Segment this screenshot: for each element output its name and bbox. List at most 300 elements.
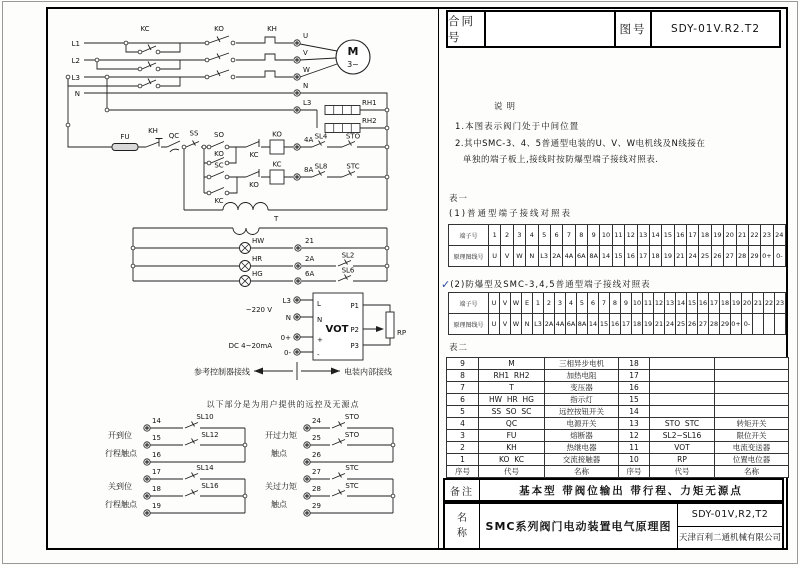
table-cell: M xyxy=(479,358,545,370)
label-close-position: 关到位 xyxy=(108,482,132,491)
label-sto-open2: STO xyxy=(344,431,360,439)
label-rp: RP xyxy=(397,329,407,337)
table-cell: 26 xyxy=(711,246,723,267)
table-cell: 16 xyxy=(674,225,686,246)
table-cell: 27 xyxy=(698,314,709,335)
table-cell xyxy=(715,370,789,382)
table-cell: 24 xyxy=(773,225,785,246)
label-stc-ctrl: STC xyxy=(346,162,360,171)
table-cell: 原理图线号 xyxy=(449,314,489,335)
table-cell: 名称 xyxy=(715,466,789,478)
table-cell: 转矩开关 xyxy=(715,418,789,430)
terminal-row xyxy=(449,225,786,246)
label-vot: VOT xyxy=(325,324,349,335)
label-4a: 4A xyxy=(304,136,314,144)
table-cell: T xyxy=(479,382,545,394)
label-hg: HG xyxy=(252,270,263,278)
table-cell: 11 xyxy=(619,442,650,454)
table-cell: 6A xyxy=(575,246,587,267)
table-cell: 16 xyxy=(625,246,637,267)
table-cell: 6 xyxy=(550,225,562,246)
table-cell: 12 xyxy=(625,225,637,246)
table-cell: 28 xyxy=(736,246,748,267)
table-cell: 7 xyxy=(563,225,575,246)
label-stc-close2: STC xyxy=(345,482,359,490)
coil-kc xyxy=(270,170,284,184)
label-t26: 26 xyxy=(312,451,321,459)
note-line-2: 2.其中SMC-3、4、5普通型电装的U、V、W电机线及N线接在 xyxy=(455,139,706,149)
table2-subtitle-line xyxy=(441,278,651,291)
label-travel-contact-2: 行程触点 xyxy=(105,500,137,509)
label-motor: M xyxy=(347,45,359,58)
table-cell: 熔断器 xyxy=(545,430,619,442)
table-cell: 7 xyxy=(447,382,479,394)
contract-no-label xyxy=(446,10,486,48)
table-cell: L3 xyxy=(533,314,544,335)
table-cell: 电流变送器 xyxy=(715,442,789,454)
table-cell: 2 xyxy=(544,293,555,314)
table-cell: 1 xyxy=(533,293,544,314)
table-cell: 11 xyxy=(643,293,654,314)
table-cell: 28 xyxy=(709,314,720,335)
label-open-position: 开到位 xyxy=(108,431,132,440)
lamp-hr xyxy=(240,261,251,272)
component-row xyxy=(447,394,789,406)
table-cell: 9 xyxy=(621,293,632,314)
table-cell xyxy=(775,314,786,335)
table-cell xyxy=(715,406,789,418)
table-cell: 22 xyxy=(748,225,760,246)
lamp-hw xyxy=(240,243,251,254)
table-cell: 17 xyxy=(619,370,650,382)
table-cell: 限位开关 xyxy=(715,430,789,442)
table-cell: 电源开关 xyxy=(545,418,619,430)
label-sl12: SL12 xyxy=(201,431,219,439)
table-cell: 8 xyxy=(575,225,587,246)
label-sto-ctrl: STO xyxy=(345,132,361,141)
table-cell: 25 xyxy=(699,246,711,267)
table-cell: U xyxy=(489,314,500,335)
label-u: U xyxy=(303,32,309,40)
component-row xyxy=(447,382,789,394)
table-cell: 5 xyxy=(447,406,479,418)
name-block xyxy=(443,502,784,550)
label-motor-phase: 3~ xyxy=(347,60,359,69)
label-ss: SS xyxy=(189,129,199,138)
table-cell: 21 xyxy=(736,225,748,246)
label-travel-contact-1: 行程触点 xyxy=(105,449,137,458)
table-cell: 19 xyxy=(711,225,723,246)
label-controller-side: 参考控制器接线 xyxy=(194,367,250,377)
component-row xyxy=(447,406,789,418)
rp-potentiometer xyxy=(386,312,394,338)
heater-rh2 xyxy=(325,124,360,133)
table-cell: 0+ xyxy=(761,246,773,267)
table-cell: 名称 xyxy=(545,466,619,478)
contract-no-value xyxy=(484,10,616,48)
table-cell: 21 xyxy=(674,246,686,267)
label-hr: HR xyxy=(252,255,263,263)
table-cell: 14 xyxy=(588,314,599,335)
table-cell: 10 xyxy=(632,293,643,314)
table-cell: 8 xyxy=(447,370,479,382)
table-cell: 16 xyxy=(619,382,650,394)
label-ko-contactor: KO xyxy=(214,25,224,33)
table1-caption: 表一 xyxy=(449,194,469,204)
table-cell: 6A xyxy=(566,314,577,335)
label-so: SO xyxy=(214,131,224,139)
label-n: N xyxy=(74,90,80,98)
table-cell: U xyxy=(489,293,500,314)
label-sl4: SL4 xyxy=(314,132,328,141)
label-t24: 24 xyxy=(312,417,321,425)
table-cell: 19 xyxy=(662,246,674,267)
table-cell: 18 xyxy=(632,314,643,335)
label-kc-aux: KC xyxy=(214,197,224,205)
table-cell: W xyxy=(511,314,522,335)
fuse-fu xyxy=(112,144,138,151)
table-cell: SS SO SC xyxy=(479,406,545,418)
label-vot-minus: - xyxy=(317,351,320,359)
label-contact-1: 触点 xyxy=(271,449,287,458)
table-cell: 17 xyxy=(637,246,649,267)
table-cell: 11 xyxy=(612,225,624,246)
wiper-arrow xyxy=(376,326,384,332)
table-cell: 18 xyxy=(720,293,731,314)
table-cell: 三相异步电机 xyxy=(545,358,619,370)
drawing-no-label xyxy=(614,10,652,48)
table-cell: 2A xyxy=(550,246,562,267)
label-n-terminal: N xyxy=(303,82,309,90)
label-t28: 28 xyxy=(312,485,321,493)
table-cell: 18 xyxy=(699,225,711,246)
table-cell: V xyxy=(501,246,513,267)
table-cell: 23 xyxy=(775,293,786,314)
label-contact-2: 触点 xyxy=(271,500,287,509)
table-cell: 6 xyxy=(447,394,479,406)
table-cell xyxy=(764,314,775,335)
table-cell: 加热电阻 xyxy=(545,370,619,382)
label-vot-plus: + xyxy=(317,336,323,344)
label-p3: P3 xyxy=(350,342,359,350)
table-cell: W xyxy=(511,293,522,314)
table-cell xyxy=(753,314,764,335)
notes-heading: 说明 xyxy=(494,102,520,112)
remark-label: 备注 xyxy=(445,480,480,500)
boundary-annotation xyxy=(254,362,340,380)
table-cell: 14 xyxy=(600,246,612,267)
table3-caption: 表二 xyxy=(449,343,469,353)
label-kc-contactor: KC xyxy=(140,25,150,33)
label-kh-contact: KH xyxy=(148,127,158,135)
label-vot-n: N xyxy=(317,316,323,324)
table-cell: U xyxy=(489,246,501,267)
label-l2: L2 xyxy=(71,57,80,65)
label-n-vot: N xyxy=(285,314,291,322)
table-cell xyxy=(650,382,715,394)
label-sto-open: STO xyxy=(344,413,360,421)
drawing-no-text: 图号 xyxy=(619,22,647,36)
table-cell: 9 xyxy=(447,358,479,370)
table-cell: KH xyxy=(479,442,545,454)
table-cell: 20 xyxy=(742,293,753,314)
component-list-table xyxy=(446,357,789,478)
terminal-row xyxy=(449,293,786,314)
table-cell: 13 xyxy=(619,418,650,430)
table-cell: 14 xyxy=(649,225,661,246)
table-cell: 3 xyxy=(513,225,525,246)
table-cell: E xyxy=(522,293,533,314)
label-sl2: SL2 xyxy=(341,251,355,260)
table-cell: 5 xyxy=(577,293,588,314)
table-cell: 29 xyxy=(748,246,760,267)
label-l3-vot: L3 xyxy=(282,297,291,305)
table-cell: 4A xyxy=(563,246,575,267)
table-cell: RH1 RH2 xyxy=(479,370,545,382)
label-sl8: SL8 xyxy=(314,162,328,171)
table-cell: 17 xyxy=(621,314,632,335)
table-cell: RP xyxy=(650,454,715,466)
table-cell: 序号 xyxy=(619,466,650,478)
table-cell: 15 xyxy=(619,394,650,406)
table-cell: 原理图线号 xyxy=(449,246,489,267)
label-sl16: SL16 xyxy=(201,482,219,490)
label-8a: 8A xyxy=(304,166,314,174)
table-cell: 21 xyxy=(654,314,665,335)
table-cell: N xyxy=(522,314,533,335)
component-header-row xyxy=(447,466,789,478)
label-p1: P1 xyxy=(350,302,359,310)
label-kc-coil: KC xyxy=(272,160,282,169)
title-bar xyxy=(446,10,781,48)
table-cell: VOT xyxy=(650,442,715,454)
company-name: 天津百利二通机械有限公司 xyxy=(678,533,781,544)
table-cell: 22 xyxy=(764,293,775,314)
table-cell: 1 xyxy=(447,454,479,466)
component-row xyxy=(447,418,789,430)
table-cell xyxy=(650,370,715,382)
remark-block xyxy=(443,478,784,502)
table-cell: 17 xyxy=(687,225,699,246)
coil-ko xyxy=(270,140,284,154)
table-cell: 代号 xyxy=(650,466,715,478)
table-cell: 24 xyxy=(665,314,676,335)
label-220v: ~220 V xyxy=(245,306,272,314)
table-cell: 8 xyxy=(610,293,621,314)
label-stc-close: STC xyxy=(345,464,359,472)
table-cell: QC xyxy=(479,418,545,430)
table-cell: N xyxy=(526,246,538,267)
label-t17: 17 xyxy=(152,468,161,476)
label-user-note: 以下部分是为用户提供的远控及无源点 xyxy=(206,400,360,409)
name-label xyxy=(445,504,480,548)
label-t27: 27 xyxy=(312,468,321,476)
table-cell: 15 xyxy=(599,314,610,335)
label-21: 21 xyxy=(305,237,314,245)
table-cell: 交流接触器 xyxy=(545,454,619,466)
table-cell: 序号 xyxy=(447,466,479,478)
component-row xyxy=(447,454,789,466)
lamp-hg xyxy=(240,276,251,287)
name-label-text: 名称 xyxy=(457,513,467,539)
circuit-labels xyxy=(72,25,406,510)
note-line-1: 1.本图表示阀门处于中间位置 xyxy=(455,122,580,132)
table-cell: 14 xyxy=(619,406,650,418)
label-transformer: T xyxy=(274,215,279,223)
table-cell: 2 xyxy=(501,225,513,246)
label-hw: HW xyxy=(252,237,265,245)
table-cell: 19 xyxy=(643,314,654,335)
drawing-no-value xyxy=(650,10,781,48)
label-ko-nc: KO xyxy=(249,181,259,189)
table-cell: 10 xyxy=(600,225,612,246)
label-6a: 6A xyxy=(305,270,315,278)
label-ko-aux: KO xyxy=(214,150,224,158)
label-l1: L1 xyxy=(71,40,80,48)
drawing-number: SDY-01V,R2,T2 xyxy=(678,504,782,527)
table-cell: 10 xyxy=(619,454,650,466)
table-cell: 位置电位器 xyxy=(715,454,789,466)
label-t16: 16 xyxy=(152,451,161,459)
component-row xyxy=(447,442,789,454)
table-cell xyxy=(715,394,789,406)
label-qc: QC xyxy=(168,132,180,140)
table-cell: KO KC xyxy=(479,454,545,466)
table-cell: 20 xyxy=(724,225,736,246)
table-cell: 热继电器 xyxy=(545,442,619,454)
table1-subtitle: (1)普通型端子接线对照表 xyxy=(449,209,573,219)
label-0minus: 0- xyxy=(284,349,291,357)
label-rh2: RH2 xyxy=(362,117,377,125)
label-sc: SC xyxy=(214,161,224,170)
label-2a: 2A xyxy=(305,255,315,263)
label-t15: 15 xyxy=(152,434,161,442)
label-sl14: SL14 xyxy=(196,464,214,472)
label-rh1: RH1 xyxy=(362,99,377,107)
table-cell: 3 xyxy=(555,293,566,314)
table-cell: V xyxy=(500,293,511,314)
label-l3-terminal: L3 xyxy=(303,99,312,107)
wire-number-row xyxy=(449,246,786,267)
table-cell xyxy=(650,394,715,406)
label-l3: L3 xyxy=(71,74,80,82)
heater-rh1 xyxy=(325,106,360,115)
label-ko-coil: KO xyxy=(272,130,282,139)
table-cell: 27 xyxy=(724,246,736,267)
table-cell: 14 xyxy=(676,293,687,314)
component-row xyxy=(447,370,789,382)
table-cell: 变压器 xyxy=(545,382,619,394)
drawing-no-value-text: SDY-01V.R2.T2 xyxy=(670,23,761,35)
table-cell: 端子号 xyxy=(449,293,489,314)
table-cell: 4 xyxy=(526,225,538,246)
component-row xyxy=(447,430,789,442)
table-cell: V xyxy=(500,314,511,335)
table-cell xyxy=(715,382,789,394)
label-kh-overload: KH xyxy=(267,25,277,33)
table-cell: 13 xyxy=(637,225,649,246)
table-cell: 21 xyxy=(753,293,764,314)
table-cell: 6 xyxy=(588,293,599,314)
table-cell: 18 xyxy=(619,358,650,370)
table-cell: 12 xyxy=(654,293,665,314)
table-cell: 25 xyxy=(676,314,687,335)
table-cell: 8A xyxy=(577,314,588,335)
drawing-title: SMC系列阀门电动装置电气原理图 xyxy=(480,504,678,548)
table-cell: 3 xyxy=(447,430,479,442)
label-v: V xyxy=(303,49,308,57)
table-cell: 8A xyxy=(588,246,600,267)
table-cell: W xyxy=(513,246,525,267)
checkmark-icon: ✓ xyxy=(441,278,451,291)
table-cell: 0- xyxy=(742,314,753,335)
table-cell: 24 xyxy=(687,246,699,267)
table-cell: 9 xyxy=(588,225,600,246)
table2-subtitle: (2)防爆型及SMC-3,4,5普通型端子接线对照表 xyxy=(450,280,651,290)
table-cell: 12 xyxy=(619,430,650,442)
table-cell: 4A xyxy=(555,314,566,335)
label-t29: 29 xyxy=(312,502,321,510)
table-cell: 远控按钮开关 xyxy=(545,406,619,418)
label-fu: FU xyxy=(120,133,130,141)
terminal-map-table-explosionproof xyxy=(448,292,786,335)
table-cell: 4 xyxy=(447,418,479,430)
table-cell: 指示灯 xyxy=(545,394,619,406)
table-cell: 13 xyxy=(665,293,676,314)
label-actuator-side: 电装内部接线 xyxy=(344,367,392,377)
info-panel xyxy=(438,7,788,550)
table-cell: 26 xyxy=(687,314,698,335)
table-cell: 7 xyxy=(599,293,610,314)
label-t14: 14 xyxy=(152,417,161,425)
table-cell: 17 xyxy=(709,293,720,314)
note-line-3: 单独的端子板上,接线时按防爆型端子接线对照表. xyxy=(463,155,659,165)
terminal-map-table-standard xyxy=(448,224,786,267)
table-cell xyxy=(715,358,789,370)
table-cell: 2A xyxy=(544,314,555,335)
table-cell: 0+ xyxy=(731,314,742,335)
table-cell: HW HR HG xyxy=(479,394,545,406)
label-kc-nc: KC xyxy=(249,151,259,159)
table-cell: STO STC xyxy=(650,418,715,430)
label-t19: 19 xyxy=(152,502,161,510)
table-cell: 15 xyxy=(612,246,624,267)
label-p2: P2 xyxy=(350,326,359,334)
table-cell: 1 xyxy=(489,225,501,246)
wire-number-row xyxy=(449,314,786,335)
table-cell: 端子号 xyxy=(449,225,489,246)
label-sl10: SL10 xyxy=(196,413,214,421)
component-row xyxy=(447,358,789,370)
label-close-torque: 关过力矩 xyxy=(265,482,297,491)
table-cell: 15 xyxy=(662,225,674,246)
table-cell: 4 xyxy=(566,293,577,314)
label-dc-range: DC 4~20mA xyxy=(228,342,272,350)
table-cell: 18 xyxy=(649,246,661,267)
name-block-right xyxy=(678,504,782,548)
table-cell: 23 xyxy=(761,225,773,246)
label-0plus: 0+ xyxy=(280,334,291,342)
table-cell: 29 xyxy=(720,314,731,335)
table-cell: 代号 xyxy=(479,466,545,478)
table-cell: SL2~SL16 xyxy=(650,430,715,442)
label-t18: 18 xyxy=(152,485,161,493)
table-cell: 15 xyxy=(687,293,698,314)
label-vot-l: L xyxy=(317,300,321,308)
table-cell: L3 xyxy=(538,246,550,267)
label-t25: 25 xyxy=(312,434,321,442)
remark-text: 基本型 带阀位输出 带行程、力矩无源点 xyxy=(519,484,743,497)
